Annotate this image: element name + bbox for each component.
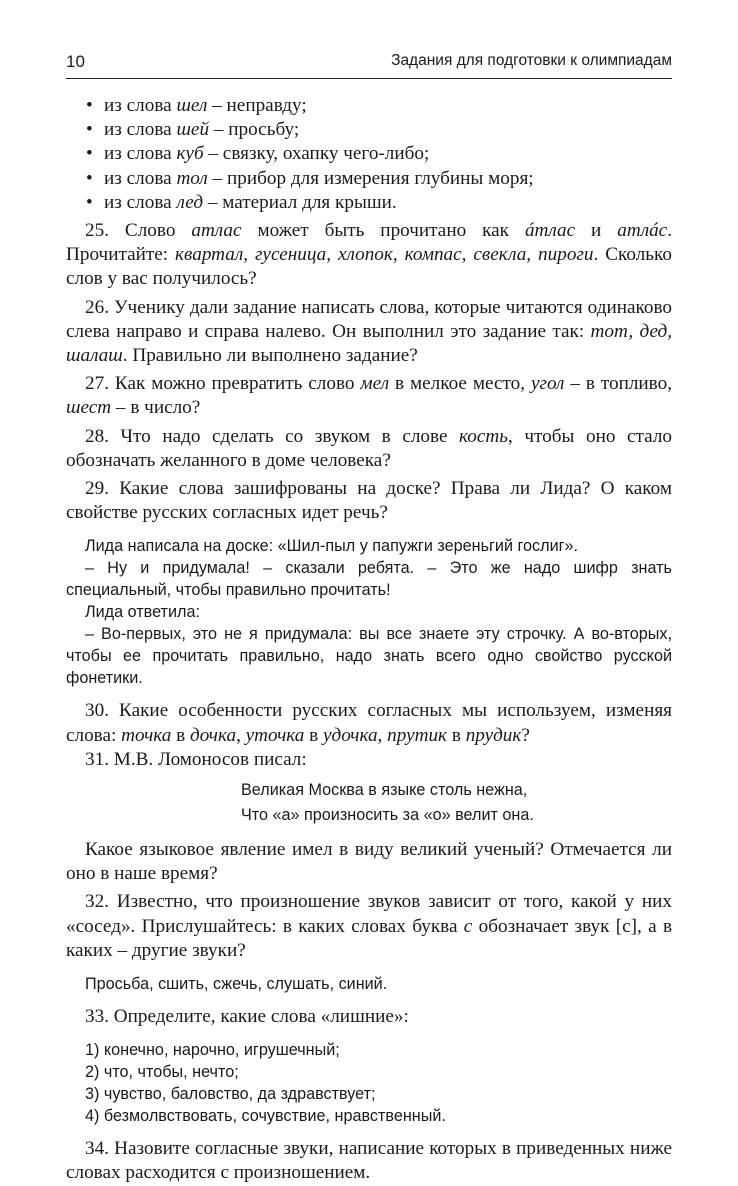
list-item: 4) безмолвствовать, сочувствие, нравственный. <box>85 1107 446 1126</box>
question-26: 26. Ученику дали задание написать слова, которые читаются одинаково слева направо и справа налево. Он выполнил это задание так: тот, дед, шалаш. Правильно ли выполнено задание? <box>66 296 672 367</box>
bullet-icon: • <box>86 143 93 165</box>
story-line: – Во-первых, это не я придумала: вы все знаете эту строчку. А во-вторых, чтобы ее прочитать правильно, надо знать всего одно свойство русской фонетики. <box>66 625 672 688</box>
story-line: – Ну и придумала! – сказали ребята. – Это же надо шифр знать специальный, чтобы правильно прочитать! <box>66 559 672 600</box>
poem-line: Что «а» произносить за «о» велит она. <box>241 806 534 825</box>
list-item: 3) чувство, баловство, да здравствует; <box>85 1085 376 1104</box>
lida-story <box>66 535 672 689</box>
bullet-icon: • <box>86 119 93 141</box>
bullet-icon: • <box>86 95 93 116</box>
list-item: • из слова лед – материал для крыши. <box>66 191 672 215</box>
lomonosov-quote <box>66 778 672 828</box>
bullet-list <box>66 94 672 215</box>
story-line: Лида написала на доске: «Шил-пыл у папужги зереньгий гослиг». <box>85 537 579 556</box>
list-item: 2) что, чтобы, нечто; <box>85 1063 239 1082</box>
question-31: Какое языковое явление имел в виду великий ученый? Отмечается ли оно в наше время? <box>66 839 672 885</box>
page-number: 10 <box>66 52 85 71</box>
question-28: 28. Что надо сделать со звуком в слове кость, чтобы оно стало обозначать желанного в доме человека? <box>66 425 672 471</box>
poem-line: Великая Москва в языке столь нежна, <box>241 781 528 800</box>
list-item: • из слова шей – просьбу; <box>66 118 672 142</box>
question-27: 27. Как можно превратить слово мел в мелкое место, угол – в топливо, шест – в число? <box>66 373 673 419</box>
bullet-icon: • <box>86 191 93 213</box>
question-33: 33. Определите, какие слова «лишние»: <box>85 1006 409 1028</box>
running-header-title: Задания для подготовки к олимпиадам <box>391 52 672 69</box>
question-25: 25. Слово атлас может быть прочитано как áтлас и атлáс. Прочитайте: квартал, гусеница, хлопок, компас, свекла, пироги. Сколько слов у вас получилось? <box>66 220 672 290</box>
question-32: 32. Известно, что произношение звуков зависит от того, какой у них «сосед». Прислушайтесь: в каких словах буква с обозначает звук [с], а в каких – другие звуки? <box>66 891 673 961</box>
page-body <box>66 94 672 1186</box>
question-29: 29. Какие слова зашифрованы на доске? Права ли Лида? О каком свойстве русских согласных идет речь? <box>66 478 672 524</box>
question-30: 30. Какие особенности русских согласных мы используем, изменяя слова: точка в дочка, уточка в удочка, прутик в прудик? <box>66 700 672 746</box>
question-31-intro: 31. М.В. Ломоносов писал: <box>85 748 307 770</box>
list-item: • из слова шел – неправду; <box>66 94 672 118</box>
bullet-icon: • <box>86 167 93 189</box>
list-item: 1) конечно, нарочно, игрушечный; <box>85 1041 340 1060</box>
question-33-list <box>66 1039 672 1127</box>
question-32-words: Просьба, сшить, сжечь, слушать, синий. <box>85 975 388 994</box>
question-34: 34. Назовите согласные звуки, написание которых в приведенных ниже словах расходится с произношением. <box>66 1138 672 1184</box>
story-line: Лида ответила: <box>85 603 200 622</box>
list-item: • из слова тол – прибор для измерения глубины моря; <box>66 167 672 191</box>
header-rule <box>66 78 672 79</box>
list-item: • из слова куб – связку, охапку чего-либо; <box>66 142 672 166</box>
